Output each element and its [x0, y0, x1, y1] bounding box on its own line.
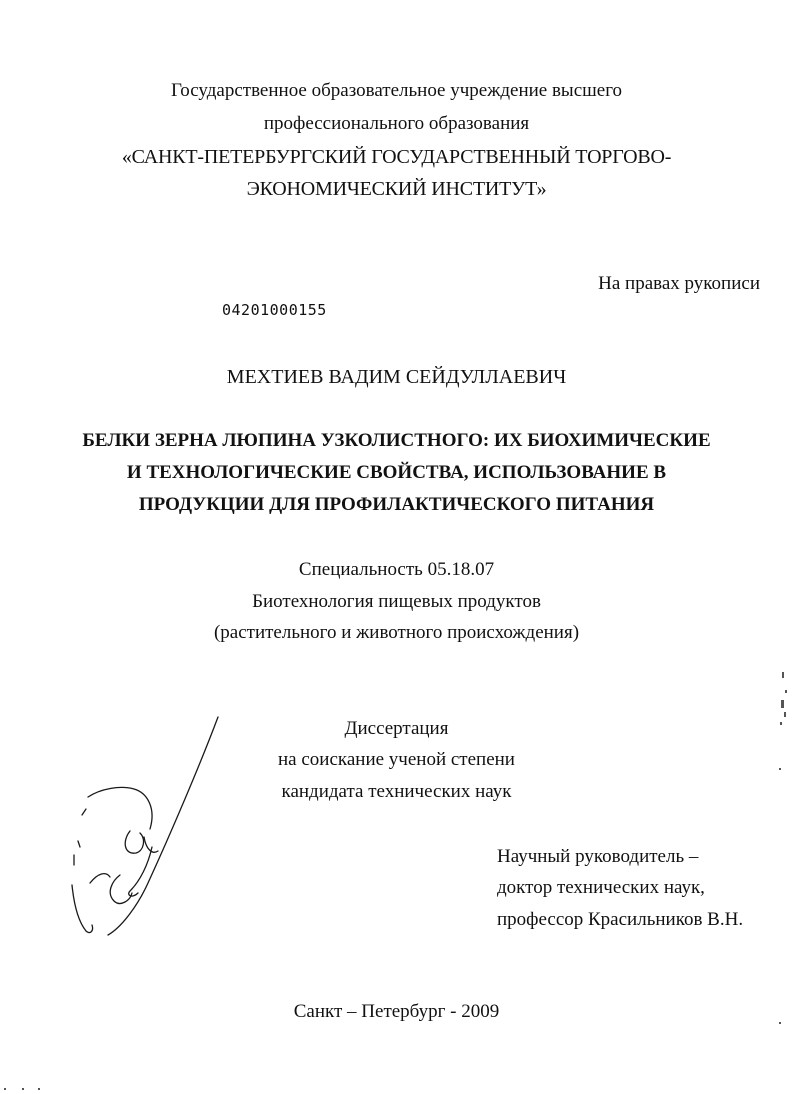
author-name: МЕХТИЕВ ВАДИМ СЕЙДУЛЛАЕВИЧ	[226, 366, 567, 388]
institution-line-3: «САНКТ-ПЕТЕРБУРГСКИЙ ГОСУДАРСТВЕННЫЙ ТОРГОВО-	[121, 146, 672, 168]
specialty-line-1: Специальность 05.18.07	[298, 559, 495, 580]
city-year: Санкт – Петербург - 2009	[293, 1001, 500, 1022]
specialty-line-2: Биотехнология пищевых продуктов	[252, 591, 541, 612]
handwritten-signature	[60, 705, 240, 945]
supervisor-line-3: профессор Красильников В.Н.	[497, 909, 744, 930]
institution-line-1: Государственное образовательное учреждение высшего	[170, 80, 623, 101]
dissertation-title-line-3: ПРОДУКЦИИ ДЛЯ ПРОФИЛАКТИЧЕСКОГО ПИТАНИЯ	[138, 494, 655, 515]
institution-line-2: профессионального образования	[263, 113, 530, 134]
dissertation-title-line-2: И ТЕХНОЛОГИЧЕСКИЕ СВОЙСТВА, ИСПОЛЬЗОВАНИЕ В	[126, 462, 667, 483]
manuscript-note: На правах рукописи	[598, 273, 760, 294]
dissertation-title-line-1: БЕЛКИ ЗЕРНА ЛЮПИНА УЗКОЛИСТНОГО: ИХ БИОХИМИЧЕСКИЕ	[82, 430, 711, 451]
supervisor-line-2: доктор технических наук,	[497, 877, 705, 898]
degree-line-1: Диссертация	[344, 718, 449, 739]
institution-line-4: ЭКОНОМИЧЕСКИЙ ИНСТИТУТ»	[246, 178, 547, 200]
catalog-code: 04201000155	[222, 301, 327, 319]
supervisor-line-1: Научный руководитель –	[497, 846, 699, 867]
degree-line-2: на соискание ученой степени	[278, 749, 515, 770]
degree-line-3: кандидата технических наук	[281, 781, 512, 802]
specialty-line-3: (растительного и животного происхождения)	[213, 622, 580, 643]
